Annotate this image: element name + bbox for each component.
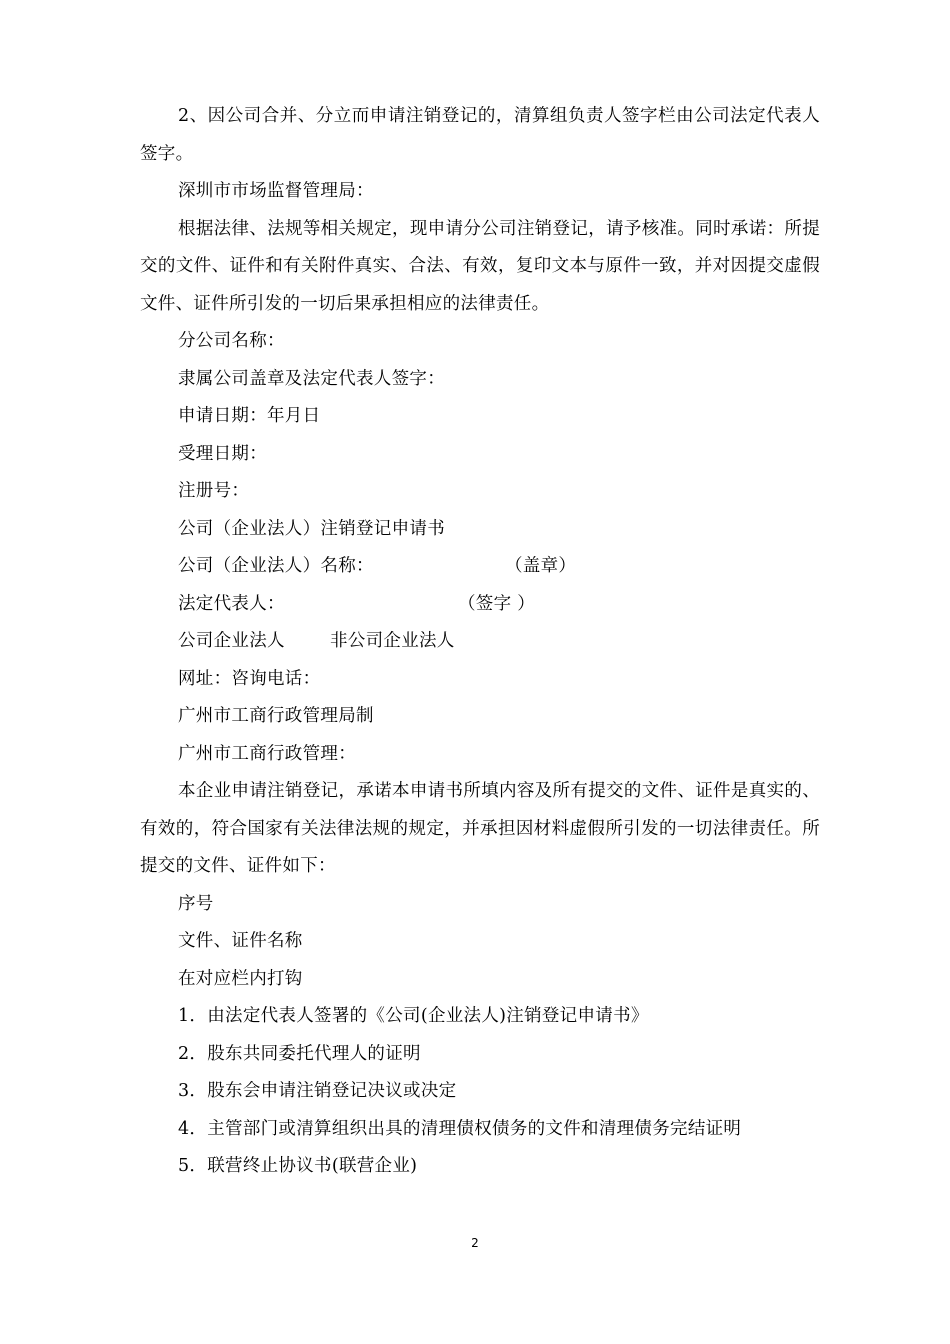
- addressee-line-2: 广州市工商行政管理：: [178, 743, 356, 764]
- addressee-line: 深圳市市场监督管理局：: [178, 181, 374, 201]
- branch-name-label: 分公司名称：: [178, 331, 285, 351]
- type-company-option: 公司企业法人: [178, 631, 285, 651]
- commitment-paragraph: 本企业申请注销登记，承诺本申请书所填内容及所有提交的文件、证件是真实的、有效的，符合国家有关法律法规的规定，并承担因材料虚假所引发的一切法律责任。所提交的文件、证件如下：: [140, 781, 820, 876]
- column-check: 在对应栏内打钩: [178, 968, 303, 989]
- document-body: [140, 98, 820, 1186]
- type-noncompany-option: 非公司企业法人: [330, 631, 455, 651]
- list-item: 1．由法定代表人签署的《公司(企业法人)注销登记申请书》: [178, 1006, 649, 1026]
- acceptance-date-label: 受理日期：: [178, 443, 267, 464]
- column-document-name: 文件、证件名称: [178, 931, 303, 951]
- legal-rep-label: 法定代表人：: [178, 593, 285, 614]
- page-number: 2: [471, 1236, 479, 1250]
- form-title: 公司（企业法人）注销登记申请书: [178, 518, 445, 539]
- company-name-row: [140, 548, 820, 586]
- list-item: 2．股东共同委托代理人的证明: [178, 1043, 421, 1064]
- legal-rep-sign-note: （签字 ）: [458, 593, 536, 614]
- company-seal-note: （盖章）: [505, 556, 577, 576]
- enterprise-type-row: [140, 623, 820, 661]
- application-date-label: 申请日期：年月日: [178, 406, 321, 426]
- issuer-line: 广州市工商行政管理局制: [178, 706, 374, 726]
- list-item: 5．联营终止协议书(联营企业): [178, 1156, 418, 1176]
- parent-seal-label: 隶属公司盖章及法定代表人签字：: [178, 368, 445, 389]
- website-phone-line: 网址：咨询电话：: [178, 668, 321, 689]
- note-paragraph: 2、因公司合并、分立而申请注销登记的，清算组负责人签字栏由公司法定代表人签字。: [140, 106, 820, 164]
- list-item: 3．股东会申请注销登记决议或决定: [178, 1081, 457, 1101]
- company-name-label: 公司（企业法人）名称：: [178, 556, 374, 576]
- list-item: 4．主管部门或清算组织出具的清理债权债务的文件和清理债务完结证明: [178, 1118, 742, 1139]
- legal-rep-row: [140, 586, 820, 624]
- declaration-paragraph: 根据法律、法规等相关规定，现申请分公司注销登记，请予核准。同时承诺：所提交的文件、证件和有关附件真实、合法、有效，复印文本与原件一致，并对因提交虚假文件、证件所引发的一切后果承担相应的法律责任。: [140, 218, 820, 314]
- registration-number-label: 注册号：: [178, 481, 250, 501]
- column-serial: 序号: [178, 893, 214, 914]
